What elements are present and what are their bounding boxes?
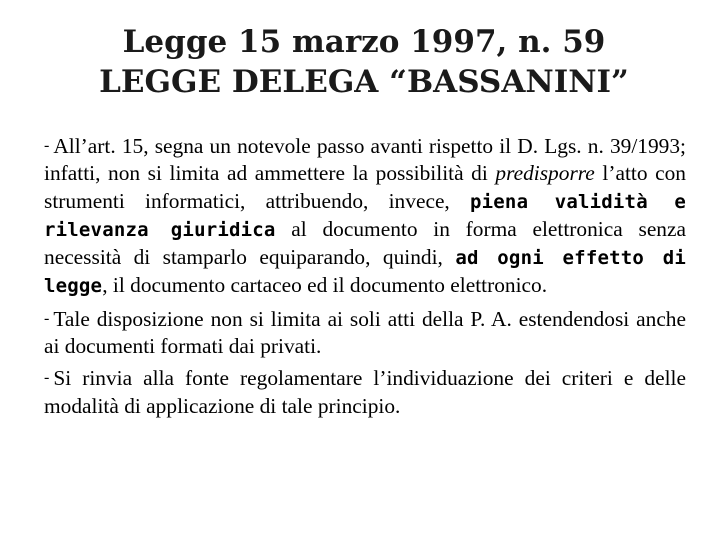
bullet-dash: - <box>44 137 50 154</box>
bullet-paragraph-1 <box>44 132 686 301</box>
bullet-dash: - <box>44 369 50 387</box>
slide-body <box>44 132 686 424</box>
p1-text-3: al documento in forma elettronica senza necessità di stamparlo equiparando, quindi, <box>44 216 686 270</box>
p1-bold-ad-ogni-effetto: ad ogni effetto di legge <box>44 247 686 298</box>
p1-bold-piena-validita: piena validità e rilevanza giuridica <box>44 190 686 241</box>
p1-text-4: , il documento cartaceo ed il documento elettronico. <box>102 273 548 298</box>
title-line-2: LEGGE DELEGA “BASSANINI” <box>99 64 629 100</box>
slide-title <box>0 22 728 102</box>
p1-text-1: All’art. 15, segna un notevole passo avanti rispetto il D. Lgs. n. 39/1993; infatti, non si limita ad ammettere la possibilità di <box>44 134 686 186</box>
title-line-1: Legge 15 marzo 1997, n. 59 <box>122 24 606 60</box>
bullet-paragraph-2 <box>44 305 686 361</box>
p1-text-2: l’atto con strumenti informatici, attribuendo, invece, <box>44 161 686 213</box>
p2-text: Tale disposizione non si limita ai soli atti della P. A. estendendosi anche ai documenti formati dai privati. <box>44 306 686 359</box>
bullet-dash: - <box>44 309 50 327</box>
p1-emphasis-predisporre: predisporre <box>495 161 595 186</box>
p3-text: Si rinvia alla fonte regolamentare l’individuazione dei criteri e delle modalità di applicazione di tale principio. <box>44 366 686 418</box>
bullet-paragraph-3 <box>44 364 686 420</box>
